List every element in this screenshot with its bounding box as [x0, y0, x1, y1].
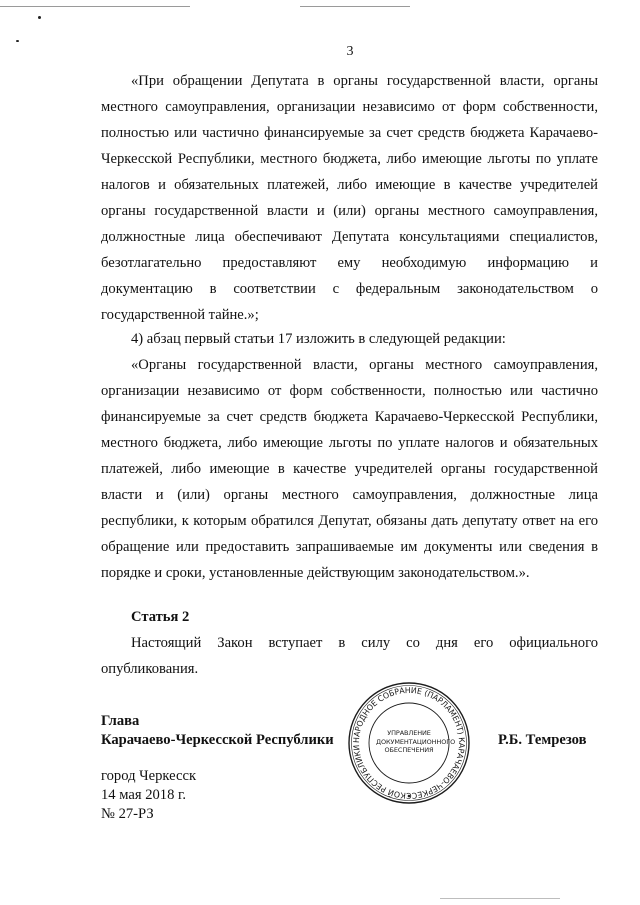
document-date: 14 мая 2018 г. — [101, 787, 187, 803]
paragraph-line: власти и (или) органы местного самоуправления, должностные лица — [101, 487, 598, 503]
amendment-item: 4) абзац первый статьи 17 изложить в следующей редакции: — [131, 331, 506, 347]
paragraph-line: обращение или предоставить запрашиваемые им документы или сведения в — [101, 539, 598, 555]
page-number: 3 — [346, 44, 354, 59]
signatory-title — [101, 712, 334, 750]
paragraph-line: Черкесской Республики, местного бюджета, либо имеющие льготы по уплате — [101, 151, 598, 167]
paragraph-line: органы государственной власти и (или) органы местного самоуправления, — [101, 203, 598, 219]
paragraph-line: организации независимо от форм собственности, полностью или частично — [101, 383, 598, 399]
paragraph-line: Настоящий Закон вступает в силу со дня его официального — [131, 635, 598, 651]
signatory-name: Р.Б. Темрезов — [498, 732, 587, 748]
scan-speck — [16, 40, 19, 42]
scan-edge-line — [300, 6, 410, 7]
paragraph-line: полностью или частично финансируемые за счет средств бюджета Карачаево- — [101, 125, 598, 141]
paragraph-line: финансируемые за счет средств бюджета Карачаево-Черкесской Республики, — [101, 409, 598, 425]
paragraph-line: «Органы государственной власти, органы местного самоуправления, — [131, 357, 598, 373]
seal-ring-textpath: НАРОДНОЕ СОБРАНИЕ (ПАРЛАМЕНТ) КАРАЧАЕВО-ЧЕРКЕС КОЙ РЕСПУБЛИКИ — [351, 685, 467, 800]
paragraph-line: местного самоуправления, организации независимо от форм собственности, — [101, 99, 598, 115]
document-number: № 27-РЗ — [101, 806, 154, 822]
paragraph-line: опубликования. — [101, 661, 199, 677]
seal-dot — [408, 795, 411, 798]
signatory-title-line: Карачаево-Черкесской Республики — [101, 732, 334, 748]
article-heading: Статья 2 — [131, 609, 190, 625]
paragraph-line: «При обращении Депутата в органы государственной власти, органы — [131, 73, 598, 89]
seal-center-text — [376, 729, 456, 755]
scan-edge-line — [440, 898, 560, 899]
document-place: город Черкесск — [101, 768, 197, 784]
paragraph-line: платежей, либо имеющие в качестве учредителей органы государственной — [101, 461, 598, 477]
paragraph-line: порядке и сроки, установленные действующим законодательством.». — [101, 565, 530, 581]
signatory-title-line: Глава — [101, 713, 140, 729]
scan-speck — [38, 16, 41, 19]
paragraph-line: государственной тайне.»; — [101, 307, 259, 323]
paragraph-line: безотлагательно предоставляют ему необходимую информацию и — [101, 255, 598, 271]
paragraph-line: республики, к которым обратился Депутат, обязаны дать депутату ответ на его — [101, 513, 598, 529]
paragraph-line: должностные лица обеспечивают Депутата консультациями специалистов, — [101, 229, 598, 245]
paragraph-line: налогов и обязательных платежей, либо имеющие в качестве учредителей — [101, 177, 598, 193]
seal-center-line: ОБЕСПЕЧЕНИЯ — [384, 746, 434, 754]
scan-edge-line — [0, 6, 190, 7]
seal-center-line: УПРАВЛЕНИЕ — [387, 729, 431, 737]
paragraph-line: документацию в соответствии с федеральным законодательством о — [101, 281, 598, 297]
paragraph-line: местного бюджета, либо имеющие льготы по уплате налогов и обязательных — [101, 435, 598, 451]
seal-center-line: ДОКУМЕНТАЦИОННОГО — [376, 737, 456, 746]
